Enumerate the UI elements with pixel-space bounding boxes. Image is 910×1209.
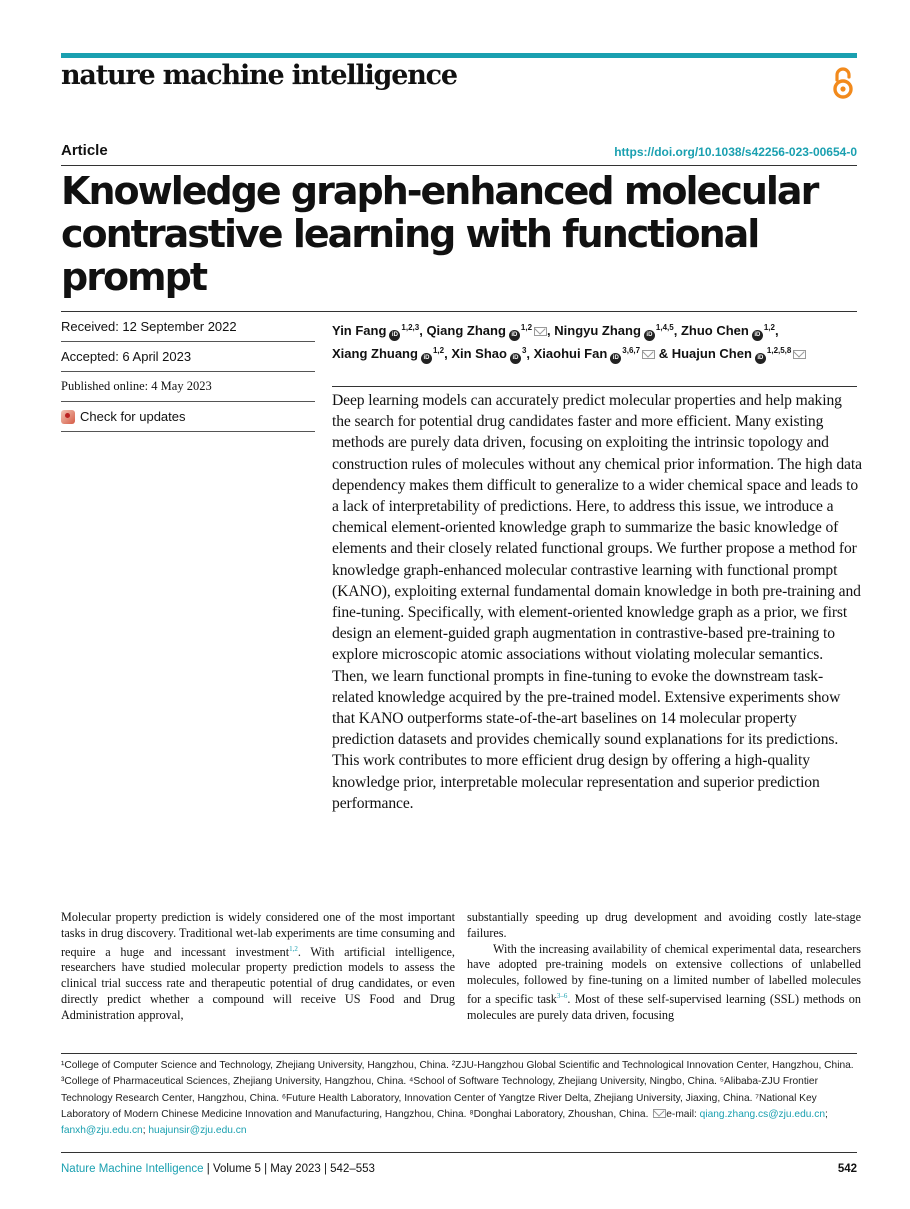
divider bbox=[61, 1053, 857, 1054]
body-column-right bbox=[467, 910, 861, 1024]
author-name[interactable]: Xin Shao bbox=[451, 346, 507, 361]
affiliation-superscript: 1,2,5,8 bbox=[766, 346, 792, 355]
doi-link[interactable]: https://doi.org/10.1038/s42256-023-00654-0 bbox=[614, 145, 857, 159]
publication-history bbox=[61, 312, 315, 432]
affiliation-superscript: 1,2 bbox=[520, 323, 533, 332]
check-updates-label: Check for updates bbox=[80, 409, 186, 424]
published-date: Published online: 4 May 2023 bbox=[61, 372, 315, 402]
journal-name: nature machine intelligence bbox=[61, 60, 457, 91]
author-list bbox=[332, 318, 857, 364]
orcid-icon[interactable]: iD bbox=[509, 330, 520, 341]
author-separator: , bbox=[444, 346, 452, 361]
author-name[interactable]: Qiang Zhang bbox=[426, 323, 506, 338]
orcid-icon[interactable]: iD bbox=[752, 330, 763, 341]
author-name[interactable]: Xiang Zhuang bbox=[332, 346, 418, 361]
check-updates-button[interactable] bbox=[61, 402, 315, 432]
email-link[interactable]: huajunsir@zju.edu.cn bbox=[148, 1125, 247, 1137]
affiliation-superscript: 1,2 bbox=[763, 323, 775, 332]
email-icon[interactable] bbox=[534, 327, 547, 336]
author-separator: , bbox=[673, 323, 681, 338]
email-icon[interactable] bbox=[793, 350, 806, 359]
body-text: With the increasing availability of chemical experimental data, researchers have adopted pre-training models on extensive collections of unlabelled molecules, followed by fine-tuning on a limited number of labelled molecules for a specific task bbox=[467, 941, 861, 1006]
accepted-date: Accepted: 6 April 2023 bbox=[61, 342, 315, 372]
article-title: Knowledge graph-enhanced molecular contrastive learning with functional prompt bbox=[61, 169, 818, 299]
footer-journal[interactable]: Nature Machine Intelligence bbox=[61, 1163, 204, 1175]
footer-citation bbox=[61, 1163, 375, 1175]
email-label: e-mail: bbox=[666, 1108, 700, 1120]
abstract: Deep learning models can accurately predict molecular properties and help making the search for potential drug candidates faster and more efficient. Many existing methods are purely data driven, focusing on exploiting the intrinsic topology and construction rules of molecules without any chemical prior information. The high data dependency makes them difficult to generalize to a wider chemical space and leads to a lack of interpretability of predictions. Here, to address this issue, we introduce a chemical element-oriented knowledge graph to summarize the basic knowledge of elements and their closely related functional groups. We further propose a method for knowledge graph-enhanced molecular contrastive learning with functional prompt (KANO), exploiting external fundamental domain knowledge in both pre-training and fine-tuning. Specifically, with element-oriented knowledge graph as a prior, we first design an element-guided graph augmentation in contrastive-based pre-training to explore microscopic atomic associations without violating molecular semantics. Then, we learn functional prompts in fine-tuning to evoke the downstream task-related knowledge acquired by the pre-trained model. Extensive experiments show that KANO outperforms state-of-the-art baselines on 14 molecular property prediction datasets and provides chemically sound explanations for its predictions. This work contributes to more efficient drug design by offering a high-quality knowledge prior, interpretable molecular representation and superior prediction performance. bbox=[332, 392, 862, 812]
orcid-icon[interactable]: iD bbox=[421, 353, 432, 364]
citation-link[interactable]: 1,2 bbox=[289, 944, 298, 953]
affiliation-superscript: 3 bbox=[521, 346, 527, 355]
author-separator: , bbox=[774, 323, 779, 338]
author-separator: , bbox=[547, 323, 555, 338]
affiliation-superscript: 1,4,5 bbox=[655, 323, 674, 332]
body-column-left bbox=[61, 910, 455, 1024]
received-date: Received: 12 September 2022 bbox=[61, 312, 315, 342]
orcid-icon[interactable]: iD bbox=[510, 353, 521, 364]
top-accent-bar bbox=[61, 53, 857, 58]
author-name[interactable]: Yin Fang bbox=[332, 323, 387, 338]
author-name[interactable]: Ningyu Zhang bbox=[554, 323, 641, 338]
page-number: 542 bbox=[837, 1163, 857, 1175]
citation-link[interactable]: 3–6 bbox=[556, 991, 568, 1000]
affiliations: ¹College of Computer Science and Technology, Zhejiang University, Hangzhou, China. ²ZJU-Hangzhou Global Scientific and Technological Innovation Center, Hangzhou, China. ³College of Pharmaceutical Sciences, Zhejiang University, Hangzhou, China. ⁴School of Software Technology, Zhejiang University, Ningbo, China. ⁵Alibaba-ZJU Frontier Technology Research Center, Hangzhou, China. ⁶Future Health Laboratory, Innovation Center of Yangtze River Delta, Zhejiang University, Jiaxing, China. ⁷National Key Laboratory of Modern Chinese Medicine Innovation and Manufacturing, Hangzhou, China. ⁸Donghai Laboratory, Zhoushan, China. e-mail: qiang.zhang.cs@zju.edu.cn; fanxh@zju.edu.cn; huajunsir@zju.edu.cn bbox=[61, 1060, 854, 1137]
orcid-icon[interactable]: iD bbox=[644, 330, 655, 341]
email-icon bbox=[653, 1109, 666, 1118]
body-paragraph bbox=[467, 942, 861, 1024]
author-separator: & bbox=[655, 346, 672, 361]
author-name[interactable]: Xiaohui Fan bbox=[533, 346, 608, 361]
affiliation-superscript: 3,6,7 bbox=[622, 346, 641, 355]
email-link[interactable]: fanxh@zju.edu.cn bbox=[61, 1125, 143, 1137]
affiliation-superscript: 1,2,3 bbox=[401, 323, 420, 332]
body-paragraph: substantially speeding up drug development and avoiding costly late-stage failures. bbox=[467, 910, 861, 940]
orcid-icon[interactable]: iD bbox=[610, 353, 621, 364]
body-text: . With artificial intelligence, researchers have studied molecular property prediction models to assess the clinical trial success rate and therapeutic potential of drug candidates, or even directly predict whether a compound will receive US Food and Drug Administration approval, bbox=[61, 944, 455, 1022]
author-separator: , bbox=[526, 346, 534, 361]
crossmark-icon bbox=[61, 410, 75, 424]
email-link[interactable]: qiang.zhang.cs@zju.edu.cn bbox=[699, 1108, 825, 1120]
author-separator: , bbox=[419, 323, 427, 338]
orcid-icon[interactable]: iD bbox=[755, 353, 766, 364]
email-icon[interactable] bbox=[642, 350, 655, 359]
open-access-icon bbox=[829, 66, 857, 100]
footer-issue: | Volume 5 | May 2023 | 542–553 bbox=[203, 1163, 375, 1175]
divider bbox=[61, 1152, 857, 1153]
body-text: Molecular property prediction is widely considered one of the most important tasks in drug discovery. Traditional wet-lab experiments are time consuming and require a huge and incessant investment bbox=[61, 910, 455, 959]
divider bbox=[61, 165, 857, 166]
author-name[interactable]: Huajun Chen bbox=[671, 346, 752, 361]
article-type-label: Article bbox=[61, 142, 108, 159]
orcid-icon[interactable]: iD bbox=[389, 330, 400, 341]
author-name[interactable]: Zhuo Chen bbox=[680, 323, 749, 338]
body-text: . Most of these self-supervised learning (SSL) methods on molecules are purely data driven, focusing bbox=[467, 991, 861, 1022]
divider bbox=[332, 386, 857, 387]
affiliation-superscript: 1,2 bbox=[432, 346, 445, 355]
affiliation-text: ¹College of Computer Science and Technology, Zhejiang University, Hangzhou, China. ²ZJU-Hangzhou Global Scientific and Technological Innovation Center, Hangzhou, China. ³College of Pharmaceutical Sciences, Zhejiang University, Hangzhou, China. ⁴School of Software Technology, Zhejiang University, Ningbo, China. ⁵Alibaba-ZJU Frontier Technology Research Center, Hangzhou, China. ⁶Future Health Laboratory, Innovation Center of Yangtze River Delta, Zhejiang University, Jiaxing, China. ⁷National Key Laboratory of Modern Chinese Medicine Innovation and Manufacturing, Hangzhou, China. ⁸Donghai Laboratory, Zhoushan, China. bbox=[61, 1060, 854, 1120]
